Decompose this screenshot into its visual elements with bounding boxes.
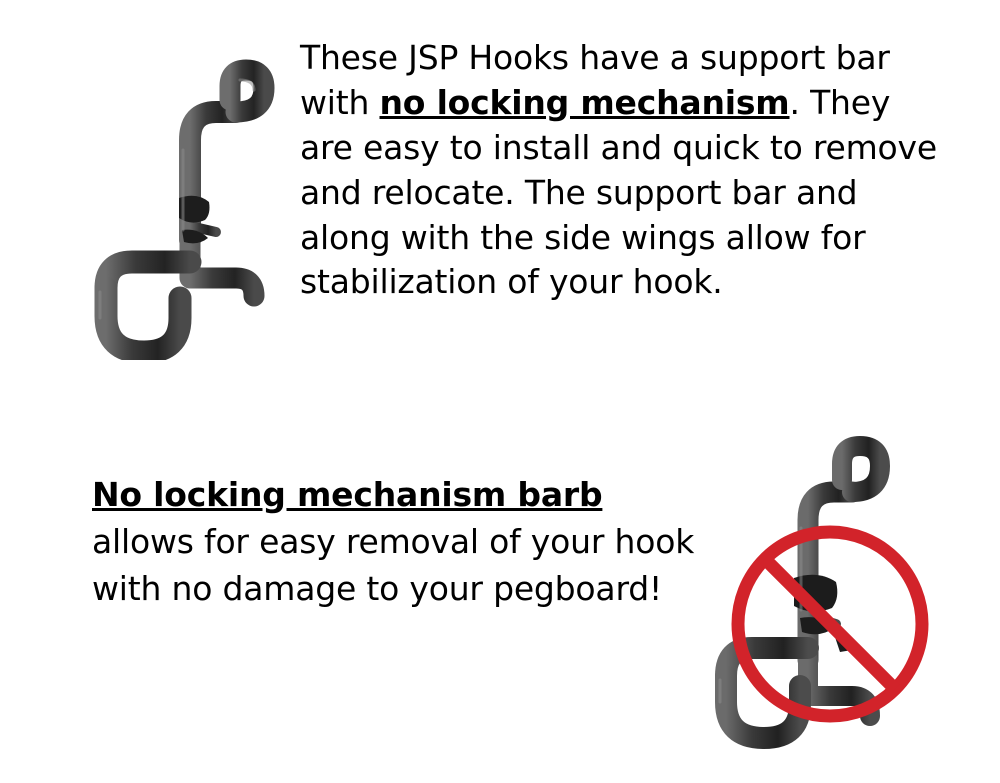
top-paragraph: [300, 36, 940, 305]
bottom-paragraph-emphasis: No locking mechanism barb: [92, 475, 603, 514]
bottom-section: [0, 400, 1000, 783]
top-paragraph-emphasis: no locking mechanism: [379, 82, 790, 122]
top-paragraph-part1: These JSP Hooks have a support bar with: [300, 38, 890, 122]
bottom-paragraph: [92, 472, 712, 613]
top-paragraph-part2: . They are easy to install and quick to remove and relocate. The support bar and along with the side wings allow for stabilization of your hook.: [300, 82, 937, 302]
peg-hook-no-barb-illustration: [690, 410, 980, 750]
bottom-paragraph-part2: allows for easy removal of your hook with no damage to your pegboard!: [92, 521, 695, 608]
peg-hook-illustration: [40, 30, 290, 360]
